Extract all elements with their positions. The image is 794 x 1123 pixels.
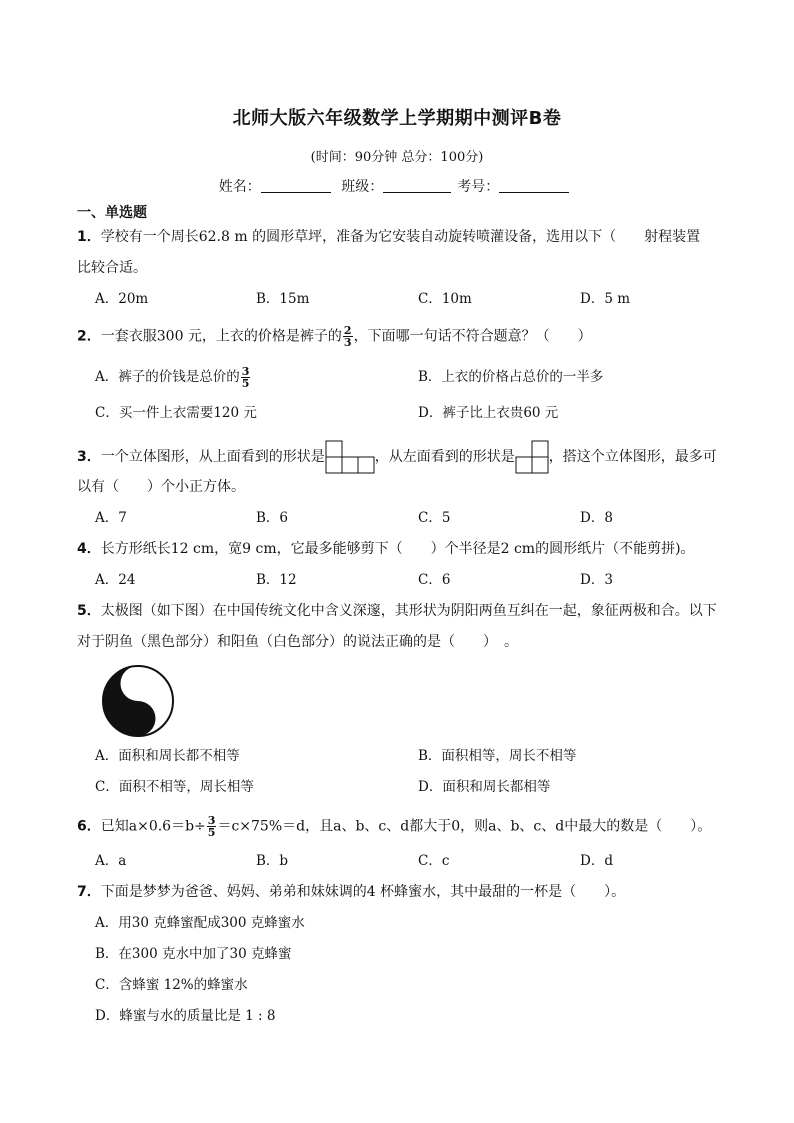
option-6b[interactable]: B．b <box>256 853 289 869</box>
option-1a[interactable]: A．20m <box>95 291 149 307</box>
option-4c[interactable]: C．6 <box>418 572 451 588</box>
left-view-figure <box>515 440 549 474</box>
option-5c[interactable]: C．面积不相等，周长相等 <box>95 779 254 795</box>
option-2a[interactable]: A．裤子的价钱是总价的 $\frac{3}{5}$ <box>95 365 250 390</box>
top-view-figure <box>325 440 375 474</box>
option-3c[interactable]: C．5 <box>418 510 451 526</box>
question-5: 5．太极图（如下图）在中国传统文化中含义深邃，其形状为阴阳两鱼互纠在一起，象征两极和合。以下 <box>77 603 717 619</box>
question-number: 5． <box>77 603 101 619</box>
name-blank[interactable] <box>261 178 331 193</box>
option-1d[interactable]: D．5 m <box>580 291 631 307</box>
question-number: 6． <box>77 818 101 835</box>
option-7d[interactable]: D．蜂蜜与水的质量比是 1 : 8 <box>95 1008 276 1024</box>
option-1b[interactable]: B．15m <box>256 291 310 307</box>
option-3a[interactable]: A．7 <box>95 510 127 526</box>
fraction: $\frac{3}{5}$ <box>241 365 250 390</box>
question-number: 3． <box>77 449 101 465</box>
question-number: 1． <box>77 229 101 245</box>
option-2d[interactable]: D．裤子比上衣贵60 元 <box>418 405 559 421</box>
question-3-line-2: 以有（ ）个小正方体。 <box>77 479 245 495</box>
option-6d[interactable]: D．d <box>580 853 613 869</box>
option-3d[interactable]: D．8 <box>580 510 613 526</box>
question-number: 2． <box>77 328 101 345</box>
option-6a[interactable]: A．a <box>95 853 127 869</box>
option-7c[interactable]: C．含蜂蜜 12%的蜂蜜水 <box>95 977 248 993</box>
number-blank[interactable] <box>499 178 569 193</box>
option-4d[interactable]: D．3 <box>580 572 613 588</box>
option-4b[interactable]: B．12 <box>256 572 297 588</box>
question-1-line-2: 比较合适。 <box>77 260 147 276</box>
exam-subtitle: (时间：90分钟 总分：100分) <box>310 150 484 165</box>
option-4a[interactable]: A．24 <box>95 572 136 588</box>
class-blank[interactable] <box>383 178 451 193</box>
fraction: $\frac{2}{3}$ <box>343 324 352 349</box>
taiji-yin-yang-figure <box>101 664 175 738</box>
option-5b[interactable]: B．面积相等，周长不相等 <box>418 748 577 764</box>
option-7a[interactable]: A．用30 克蜂蜜配成300 克蜂蜜水 <box>95 915 305 931</box>
question-4: 4．长方形纸长12 cm，宽9 cm，它最多能够剪下（ ）个半径是2 cm的圆形纸片（不能剪拼)。 <box>77 541 695 557</box>
option-5a[interactable]: A．面积和周长都不相等 <box>95 748 240 764</box>
question-2: 2．一套衣服300 元，上衣的价格是裤子的 $\frac{2}{3}$ ，下面哪一句话不符合题意？（ ） <box>77 324 592 349</box>
option-3b[interactable]: B．6 <box>256 510 289 526</box>
option-5d[interactable]: D．面积和周长都相等 <box>418 779 551 795</box>
number-label: 考号： <box>457 179 500 195</box>
option-2b[interactable]: B．上衣的价格占总价的一半多 <box>418 369 604 385</box>
option-1c[interactable]: C．10m <box>418 291 472 307</box>
fraction: $\frac{3}{5}$ <box>207 814 216 839</box>
option-2c[interactable]: C．买一件上衣需要120 元 <box>95 405 257 421</box>
class-label: 班级： <box>341 179 384 195</box>
question-5-line-2: 对于阴鱼（黑色部分）和阳鱼（白色部分）的说法正确的是（ ） 。 <box>77 634 518 650</box>
question-1: 1．学校有一个周长62.8 m 的圆形草坪，准备为它安装自动旋转喷灌设备，选用以下（ 射程装置 <box>77 229 701 245</box>
question-6: 6．已知a×0.6＝b÷ $\frac{3}{5}$ ＝c×75%＝d，且a、b、c、d都大于0，则a、b、c、d中最大的数是（ ）。 <box>77 814 712 839</box>
question-7: 7．下面是梦梦为爸爸、妈妈、弟弟和妹妹调的4 杯蜂蜜水，其中最甜的一杯是（ ）。 <box>77 884 626 900</box>
section-title: 一、单选题 <box>77 205 147 221</box>
question-3: 3．一个立体图形，从上面看到的形状是 ，从左面看到的形状是 ，搭这个立体图形，最多可 <box>77 440 717 474</box>
question-number: 7． <box>77 884 101 900</box>
exam-title: 北师大版六年级数学上学期期中测评B卷 <box>232 108 562 129</box>
question-number: 4． <box>77 541 101 557</box>
student-info-row <box>0 176 794 196</box>
name-label: 姓名： <box>218 179 261 195</box>
option-7b[interactable]: B．在300 克水中加了30 克蜂蜜 <box>95 946 292 962</box>
option-6c[interactable]: C．c <box>418 853 450 869</box>
